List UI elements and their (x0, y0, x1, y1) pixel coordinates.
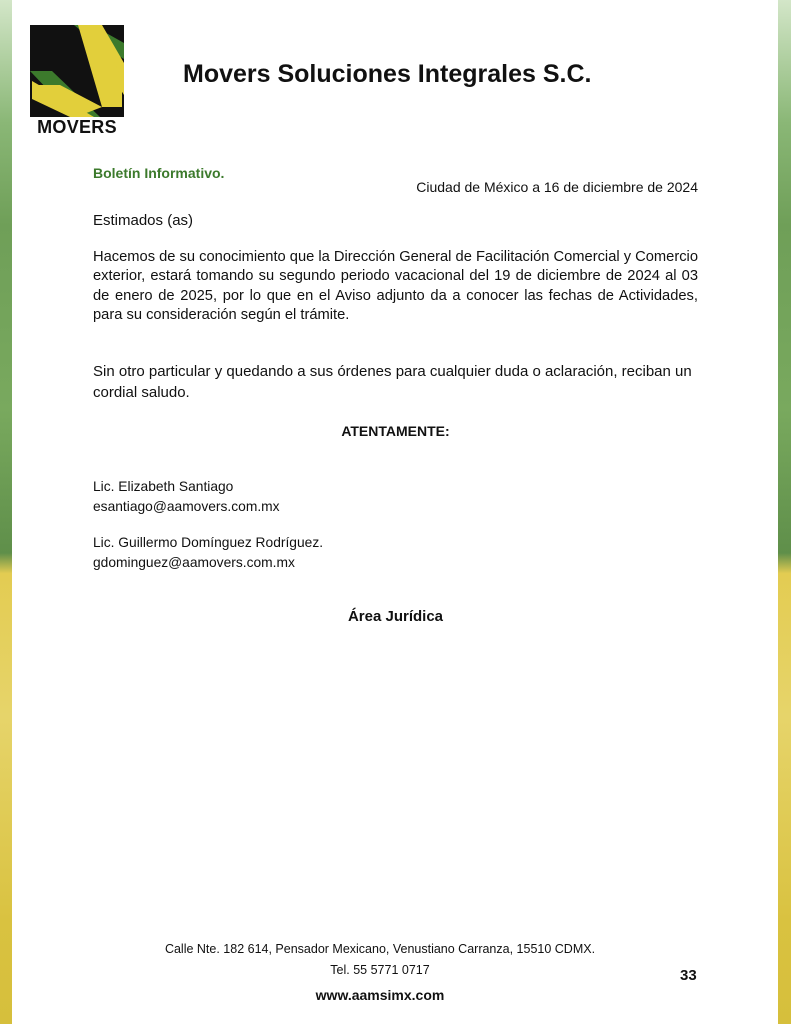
greeting: Estimados (as) (93, 212, 194, 229)
footer-website: www.aamsimx.com (315, 987, 445, 1003)
page-number: 33 (680, 967, 697, 984)
right-decorative-stripe (778, 0, 791, 1024)
signatory-email: esantiago@aamovers.com.mx (93, 498, 280, 514)
sign-off: ATENTAMENTE: (341, 423, 450, 439)
footer-phone: Tel. 55 5771 0717 (330, 963, 430, 977)
logo-mark (30, 25, 124, 117)
footer-address: Calle Nte. 182 614, Pensador Mexicano, Venustiano Carranza, 15510 CDMX. (164, 942, 596, 956)
signatory-name: Lic. Elizabeth Santiago (93, 479, 234, 494)
signatory-block (93, 477, 280, 516)
closing-paragraph: Sin otro particular y quedando a sus órdenes para cualquier duda o aclaración, reciban un cordial saludo. (93, 363, 692, 401)
company-name: Movers Soluciones Integrales S.C. (183, 60, 592, 88)
dateline: Ciudad de México a 16 de diciembre de 2024 (416, 179, 698, 195)
department-name: Área Jurídica (347, 608, 444, 625)
signatory-block (93, 533, 323, 572)
body-paragraph: Hacemos de su conocimiento que la Dirección General de Facilitación Comercial y Comercio exterior, estará tomando su segundo periodo vacacional del 19 de diciembre de 2024 al 03 de enero de 2025, por lo que en el Aviso adjunto da a conocer las fechas de Actividades, para su consideración según el trámite. (93, 249, 698, 323)
left-decorative-stripe (0, 0, 12, 1024)
logo-v-icon (30, 25, 124, 117)
bulletin-label: Boletín Informativo. (93, 165, 225, 181)
signatory-email: gdominguez@aamovers.com.mx (93, 554, 295, 570)
logo-wordmark: MOVERS (37, 117, 117, 137)
company-logo (30, 25, 124, 137)
signatory-name: Lic. Guillermo Domínguez Rodríguez. (93, 535, 324, 550)
